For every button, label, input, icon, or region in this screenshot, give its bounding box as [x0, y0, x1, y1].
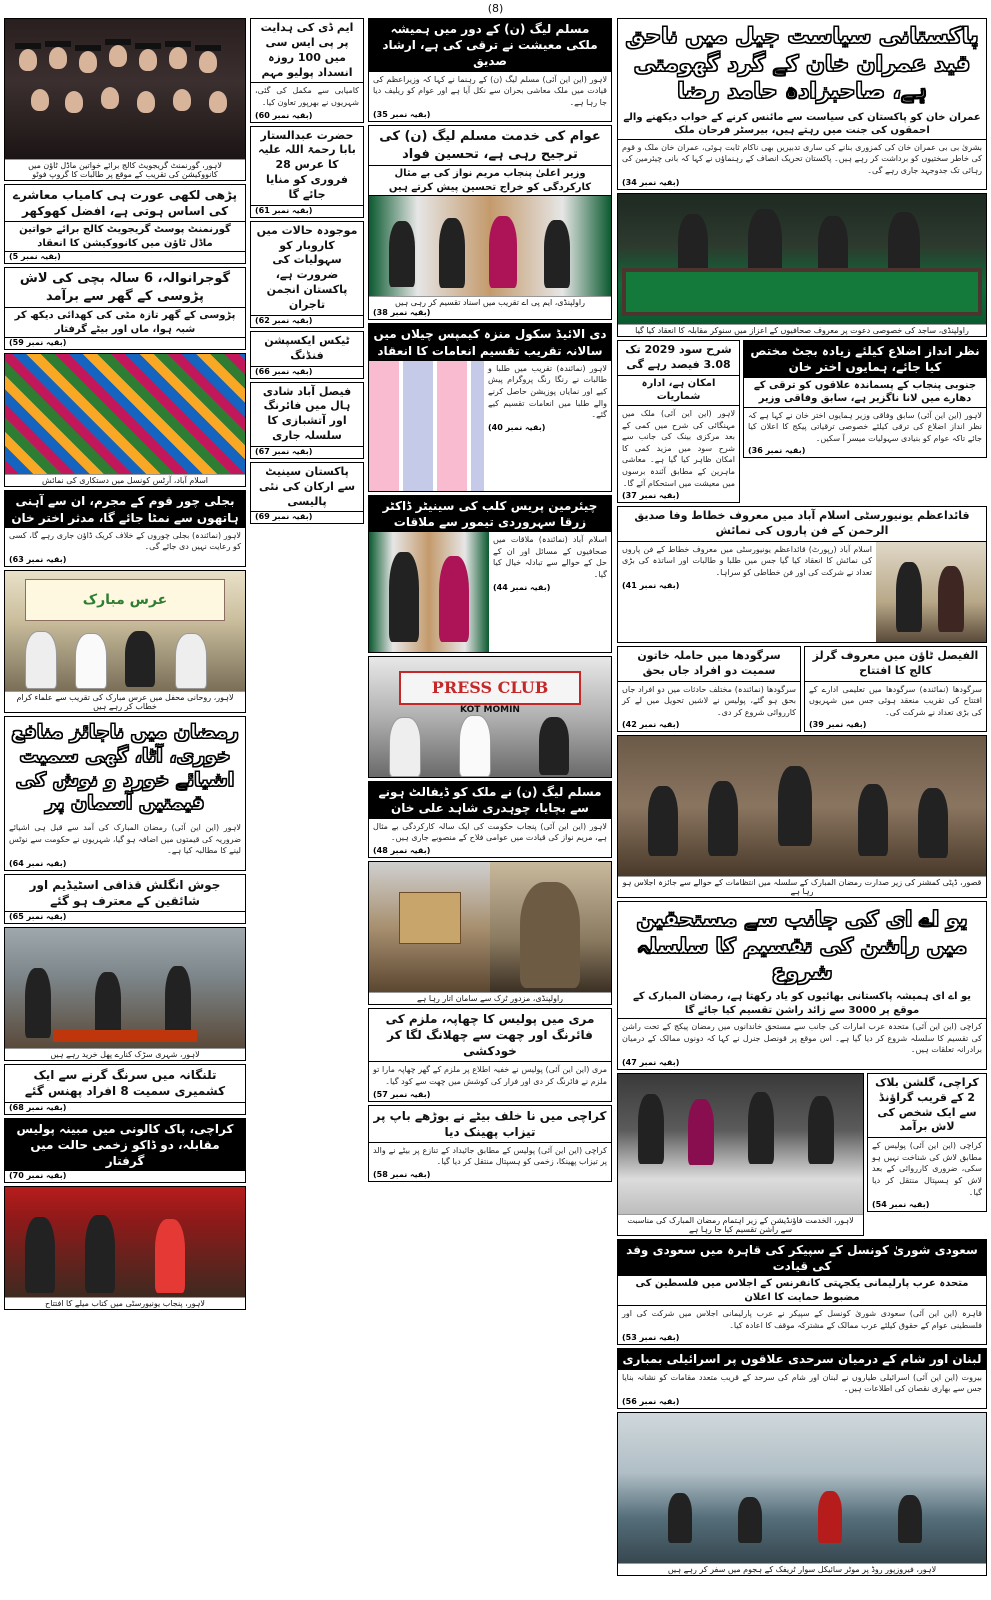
headline: کراچی، گلشن بلاک 2 کے قریب گراؤنڈ سے ایک شخص کی لاش برآمد — [868, 1074, 986, 1138]
article-tehseen — [368, 125, 612, 320]
headline: تلنگانہ میں سرنگ گرنے سے ایک کشمیری سمیت 8 افراد پھنس گئے — [5, 1065, 245, 1102]
photo-caption: قصور، ڈپٹی کمشنر کی زیر صدارت رمضان المبارک کے سلسلہ میں انتظامات کے حوالے سے جائزہ اجلاس ہو رہا ہے — [618, 876, 986, 897]
headline: دی الائیڈ سکول منزہ کیمپس چیلاں میں سالانہ تقریب تقسیم انعامات کا انعقاد — [369, 324, 611, 360]
article-body: لاہور (نمائندہ) بجلی چوروں کے خلاف کریک ڈاؤن جاری رہے گا، کسی کو رعایت نہیں دی جائے گی۔ — [9, 530, 241, 552]
urs-banner: عرس مبارک — [25, 579, 225, 621]
continued-ref: (بقیہ نمبر 40) — [488, 422, 546, 432]
continued-ref: (بقیہ نمبر 42) — [622, 720, 680, 730]
continued-ref: (بقیہ نمبر 63) — [9, 555, 67, 565]
article-body: مری (این این آئی) پولیس نے خفیہ اطلاع پر ملزم کے گھر چھاپہ مارا تو ملزم نے فائرنگ کر دی اور فرار کی کوشش میں چھت سے کود گیا۔ — [373, 1065, 607, 1086]
headline: عوام کی خدمت مسلم لیگ (ن) کی ترجیح رہی ہے، تحسین فواد — [369, 126, 611, 166]
photo — [369, 862, 490, 992]
article-senate — [250, 462, 364, 525]
photo — [5, 354, 245, 474]
article-body: کراچی (این این آئی) پولیس کے مطابق جائیداد کے تنازع پر بیٹے نے والد پر تیزاب پھینکا، زخمی کو ہسپتال منتقل کر دیا گیا۔ — [373, 1145, 607, 1167]
continued-ref: (بقیہ نمبر 70) — [9, 1171, 67, 1181]
continued-ref: (بقیہ نمبر 69) — [255, 512, 313, 522]
article-saudi — [617, 1239, 987, 1346]
photo — [490, 862, 611, 992]
continued-ref: (بقیہ نمبر 41) — [622, 580, 680, 590]
continued-ref: (بقیہ نمبر 39) — [809, 720, 867, 730]
photo — [369, 532, 489, 652]
continued-ref: (بقیہ نمبر 65) — [9, 912, 67, 922]
headline: الفیصل ٹاؤن میں معروف گرلز کالج کا افتتاح — [805, 647, 986, 682]
article-body: کامیابی سے مکمل کی گئی، شہریوں نے بھرپور تعاون کیا۔ — [255, 86, 359, 107]
article-electricity — [4, 490, 246, 567]
photo-press-club — [368, 656, 612, 778]
photo — [5, 1187, 245, 1297]
headline: چیئرمین پریس کلب کی سینیٹر ڈاکٹر زرقا سہروردی تیمور سے ملاقات — [369, 496, 611, 532]
article-lebanon — [617, 1348, 987, 1408]
photo-caption: لاہور، روحانی محفل میں عرس مبارک کی تقریب سے علماء کرام خطاب کر رہے ہیں — [5, 691, 245, 712]
article-telangana — [4, 1064, 246, 1114]
continued-ref: (بقیہ نمبر 47) — [622, 1057, 680, 1067]
photo-caption: راولپنڈی، مزدور ٹرک سے سامان اتار رہا ہے — [369, 992, 611, 1004]
article-uae — [617, 901, 987, 1070]
headline: گوجرانوالہ، 6 سالہ بچی کی لاش پڑوسی کے گھر سے برآمد — [5, 268, 245, 308]
article-body: اسلام آباد (رپورٹ) قائداعظم یونیورسٹی میں معروف خطاط کے فن پاروں کی نمائش کا انعقاد کیا گیا جس میں طلبا و طالبات اور اساتذہ کی بڑی تعداد نے شرکت کی اور فن خطاطی کو سراہا۔ — [622, 544, 872, 577]
article-ramzan-prices — [4, 716, 246, 871]
headline: مسلم لیگ (ن) کے دور میں ہمیشہ ملکی معیشت نے ترقی کی ہے، ارشاد صدیق — [369, 19, 611, 72]
photo — [369, 657, 611, 777]
photo — [618, 1074, 863, 1214]
photo — [618, 736, 986, 876]
photo — [5, 19, 245, 159]
headline: پڑھی لکھی عورت ہی کامیاب معاشرے کی اساس ہوتی ہے، افضل کھوکھر — [5, 185, 245, 222]
article-humayun — [743, 340, 987, 458]
photo-road — [617, 1412, 987, 1576]
headline: پاکستانی سیاست جیل میں ناحق قید عمران خان کے گرد گھومتی ہے، صاحبزادہ حامد رضا — [625, 24, 979, 104]
photo-crafts — [4, 353, 246, 487]
article-khokhar — [4, 184, 246, 264]
photo-caption: لاہور، گورنمنٹ گریجویٹ کالج برائے خواتین ماڈل ٹاؤن میں کانووکیشن کی تقریب کے موقع پر طالبات کا گروپ فوٹو — [5, 159, 245, 180]
column-3 — [250, 18, 364, 527]
continued-ref: (بقیہ نمبر 61) — [255, 205, 313, 215]
photo-snooker — [617, 193, 987, 337]
article-irshad — [368, 18, 612, 122]
continued-ref: (بقیہ نمبر 48) — [373, 845, 431, 855]
article-allied-school — [368, 323, 612, 491]
continued-ref: (بقیہ نمبر 58) — [373, 1170, 431, 1180]
subhead: متحدہ عرب پارلیمانی یکجہتی کانفرنس کے اجلاس میں فلسطین کی مضبوط حمایت کا اعلان — [618, 1276, 986, 1306]
photo-convocation — [4, 18, 246, 181]
photo — [876, 542, 986, 642]
photo-caption: لاہور، الخدمت فاؤنڈیشن کے زیر اہتمام رمضان المبارک کی مناسبت سے راشن تقسیم کیا جا رہا ہے — [618, 1214, 863, 1235]
headline: رمضان میں ناجائز منافع خوری، آٹا، گھی سمیت اشیائے خورد و نوش کی قیمتیں آسمان پر — [11, 721, 239, 815]
article-body: لاہور (این این آئی) سابق وفاقی وزیر ہمایوں اختر خان نے کہا ہے کہ نظر انداز اضلاع کی ترقی کیلئے خصوصی ترقیاتی پیکج کا اعلان کیا جائے تاکہ عوام کو بنیادی سہولیات میسر آ سکیں۔ — [748, 410, 982, 443]
headline: یو اے ای کی جانب سے مستحقین میں راشن کی تقسیم کا سلسلہ شروع — [636, 907, 968, 984]
photo — [369, 196, 611, 296]
press-club-sub: KOT MOMIN — [460, 705, 520, 716]
continued-ref: (بقیہ نمبر 68) — [9, 1102, 67, 1112]
photo-market — [4, 927, 246, 1061]
subhead: وزیر اعلیٰ پنجاب مریم نواز کی بے مثال کارکردگی کو خراج تحسین پیش کرتے ہیں — [369, 166, 611, 196]
headline: کراچی، پاک کالونی میں مبینہ پولیس مقابلہ، دو ڈاکو زخمی حالت میں گرفتار — [5, 1119, 245, 1172]
article-acid — [368, 1105, 612, 1183]
article-urs — [250, 126, 364, 218]
continued-ref: (بقیہ نمبر 57) — [373, 1089, 431, 1099]
headline: شرح سود 2029 تک 3.08 فیصد رہے گی — [618, 341, 739, 376]
photo — [369, 361, 484, 491]
headline: نظر انداز اضلاع کیلئے زیادہ بجٹ مختص کیا جائے، ہمایوں اختر خان — [744, 341, 986, 377]
article-body: کراچی (این این آئی) پولیس کے مطابق لاش کی شناخت نہیں ہو سکی، ضروری کارروائی کے بعد لاش کو ہسپتال منتقل کر دیا گیا۔ — [872, 1141, 982, 1197]
subhead: پڑوسی کے گھر تازہ مٹی کی کھدائی دیکھ کر شبہ ہوا، ماں اور بیٹے گرفتار — [5, 308, 245, 338]
headline: فیصل آباد شادی ہال میں فائرنگ اور آتشبازی کا سلسلہ جاری — [251, 383, 363, 447]
headline: موجودہ حالات میں کاروبار کو سہولیات کی ضرورت ہے، پاکستان انجمن تاجران — [251, 222, 363, 316]
article-gulshan — [867, 1073, 987, 1212]
article-college — [804, 646, 987, 732]
article-body: لاہور (این این آئی) ملک میں مہنگائی کی شرح میں کمی کے بعد مرکزی بینک کی جانب سے شرح سود میں مزید کمی کا امکان ظاہر کیا گیا ہے۔ معاشی ماہرین کے مطابق آئندہ برسوں میں معیشت میں استحکام آئے گا۔ — [622, 408, 735, 488]
page-number: (8) — [487, 2, 504, 15]
article-gujranwala — [4, 267, 246, 350]
headline: بجلی چور قوم کے مجرم، ان سے آہنی ہاتھوں سے نمٹا جائے گا، مدثر اختر خان — [5, 491, 245, 527]
headline: کراچی میں نا خلف بیٹے نے بوڑھے باپ پر تیزاب پھینک دیا — [369, 1106, 611, 1143]
continued-ref: (بقیہ نمبر 5) — [9, 252, 61, 262]
continued-ref: (بقیہ نمبر 35) — [373, 110, 431, 120]
photo-caption: راولپنڈی، ساجد کی خصوصی دعوت پر معروف صحافیوں کے اعزاز میں سنوکر مقابلہ کا انعقاد کیا گیا — [618, 324, 986, 336]
continued-ref: (بقیہ نمبر 54) — [872, 1200, 930, 1210]
article-body: کراچی (این این آئی) متحدہ عرب امارات کی جانب سے مستحق خاندانوں میں رمضان پیکج کے تحت راشن کی تقسیم کا سلسلہ شروع کر دیا گیا ہے۔ اس موقع پر قونصل جنرل نے کہا کہ دونوں ممالک کے درمیان برادرانہ تعلقات ہیں۔ — [622, 1022, 982, 1055]
article-shahid — [368, 781, 612, 858]
article-body: لاہور (این این آئی) پنجاب حکومت کی ایک سالہ کارکردگی بے مثال ہے، مریم نواز کی قیادت میں عوامی فلاح کے منصوبے جاری ہیں۔ — [373, 821, 607, 843]
photo — [618, 1413, 986, 1563]
article-body: بشریٰ بی بی عمران خان کی کمزوری بنانے کی ساری تدبیریں بھی ناکام ثابت ہوئی، عمران خان ملک و قوم کی خاطر سختیوں کو برداشت کر رہے ہیں۔ پاکستان تحریک انصاف کے رہنماؤں نے کہا کہ بانی چیئرمین کی رہائی تک جدوجہد جاری رہے گی۔ — [622, 142, 982, 175]
continued-ref: (بقیہ نمبر 38) — [373, 308, 431, 318]
continued-ref: (بقیہ نمبر 37) — [622, 491, 680, 501]
photo-ration — [617, 1073, 864, 1236]
continued-ref: (بقیہ نمبر 34) — [622, 178, 680, 188]
article-stadium — [4, 874, 246, 924]
article-body: بیروت (این این آئی) اسرائیلی طیاروں نے لبنان اور شام کی سرحد کے قریب متعدد مقامات کو نشانہ بنایا جس سے بھاری نقصان کی اطلاعات ہیں۔ — [622, 1372, 982, 1394]
photo-meeting — [617, 735, 987, 898]
continued-ref: (بقیہ نمبر 62) — [255, 315, 313, 325]
photo — [618, 194, 986, 324]
article-interest-rate — [617, 340, 740, 503]
headline: قائداعظم یونیورسٹی اسلام آباد میں معروف خطاط وفا صدیق الرحمن کے فن پاروں کی نمائش — [618, 507, 986, 542]
photo-urs — [4, 570, 246, 713]
photo-book-fair — [4, 1186, 246, 1310]
article-body: اسلام آباد (نمائندہ) ملاقات میں صحافیوں کے مسائل اور ان کے حل کے حوالے سے تبادلہ خیال کیا گیا۔ — [493, 535, 607, 579]
article-body: لاہور (این این آئی) رمضان المبارک کی آمد سے قبل ہی اشیائے ضروریہ کی قیمتوں میں اضافہ ہو گیا، شہریوں نے حکومت سے نوٹس لینے کا مطالبہ کیا ہے۔ — [9, 823, 241, 856]
continued-ref: (بقیہ نمبر 67) — [255, 446, 313, 456]
subhead: عمران خان کو پاکستان کی سیاست سے مائنس کرنے کے خواب دیکھنے والے احمقوں کی جنت میں رہتے ہیں، بیرسٹر فرحان ملک — [618, 110, 986, 140]
article-tax — [250, 331, 364, 379]
article-body: سرگودھا (نمائندہ) سرگودھا میں تعلیمی ادارے کے افتتاح کی تقریب منعقد ہوئی جس میں شہریوں کی بڑی تعداد نے شرکت کی۔ — [809, 684, 982, 717]
photo-caption: لاہور، فیروزپور روڈ پر موٹر سائیکل سوار ٹریفک کے ہجوم میں سفر کر رہے ہیں — [618, 1563, 986, 1575]
byline: امکان ہے، ادارہ شماریات — [618, 376, 739, 406]
photo-caption: لاہور، پنجاب یونیورسٹی میں کتاب میلے کا افتتاح — [5, 1297, 245, 1309]
headline: ٹیکس ایکسپشن فنڈنگ — [251, 332, 363, 367]
press-club-banner: PRESS CLUB — [399, 671, 581, 705]
article-pti — [617, 18, 987, 190]
headline: ایم ڈی کی ہدایت پر پی ایس سی میں 100 روزہ انسداد پولیو مہم — [251, 19, 363, 83]
photo-truck — [368, 861, 612, 1005]
continued-ref: (بقیہ نمبر 53) — [622, 1333, 680, 1343]
article-body: قاہرہ (این این آئی) سعودی شوریٰ کونسل کے سپیکر نے عرب پارلیمانی اجلاس میں شرکت کی اور فلسطینی عوام کے حقوق کیلئے عرب ممالک کے مشترکہ موقف کا اعادہ کیا۔ — [622, 1309, 982, 1330]
continued-ref: (بقیہ نمبر 56) — [622, 1396, 680, 1406]
article-press-meeting — [368, 495, 612, 653]
subhead: گورنمنٹ پوسٹ گریجویٹ کالج برائے خواتین ماڈل ٹاؤن میں کانووکیشن کا انعقاد — [5, 222, 245, 252]
article-murree — [368, 1008, 612, 1102]
article-body: لاہور (نمائندہ) تقریب میں طلبا و طالبات نے رنگا رنگ پروگرام پیش کیے اور نمایاں پوزیشن حاصل کرنے والے طلبا میں انعامات تقسیم کیے گئے۔ — [488, 363, 607, 420]
headline: مری میں پولیس کا چھاپہ، ملزم کی فائرنگ اور چھت سے چھلانگ لگا کر خودکشی — [369, 1009, 611, 1063]
headline: لبنان اور شام کے درمیان سرحدی علاقوں پر اسرائیلی بمباری — [618, 1349, 986, 1369]
headline: مسلم لیگ (ن) نے ملک کو ڈیفالٹ ہونے سے بچایا، چوہدری شاہد علی خان — [369, 782, 611, 818]
headline: پاکستان سینیٹ سے ارکان کی نئی پالیسی — [251, 463, 363, 513]
article-body: سرگودھا (نمائندہ) مختلف حادثات میں دو افراد جاں بحق ہو گئے، پولیس نے لاشیں تحویل میں لے کر کارروائی شروع کر دی۔ — [622, 684, 796, 717]
headline: حضرت عبدالستار بابا رحمۃ اللہ علیہ کا عرس 28 فروری کو منایا جائے گا — [251, 127, 363, 206]
article-pak-colony — [4, 1118, 246, 1184]
continued-ref: (بقیہ نمبر 64) — [9, 858, 67, 868]
column-4 — [4, 18, 246, 1313]
headline: سعودی شوریٰ کونسل کے سپیکر کی قاہرہ میں سعودی وفد کی قیادت — [618, 1240, 986, 1276]
continued-ref: (بقیہ نمبر 66) — [255, 366, 313, 376]
photo-caption: اسلام آباد، آرٹس کونسل میں دستکاری کی نمائش — [5, 474, 245, 486]
column-1 — [617, 18, 987, 1579]
photo — [5, 571, 245, 691]
article-sargodha — [617, 646, 801, 732]
photo — [5, 928, 245, 1048]
subhead: یو اے ای ہمیشہ پاکستانی بھائیوں کو یاد رکھتا ہے، رمضان المبارک کے موقع پر 3000 سے زائد راشن تقسیم کیا جائے گا — [618, 989, 986, 1019]
article-faisalabad — [250, 382, 364, 459]
article-traders — [250, 221, 364, 328]
subhead: جنوبی پنجاب کے پسماندہ علاقوں کو ترقی کے دھارے میں لانا ناگزیر ہے، سابق وفاقی وزیر — [744, 378, 986, 408]
photo-caption: لاہور، شہری سڑک کنارے پھل خرید رہے ہیں — [5, 1048, 245, 1060]
headline: جوش انگلش قذافی اسٹیڈیم اور شائقین کے معترف ہو گئے — [5, 875, 245, 912]
headline: سرگودھا میں حاملہ خاتون سمیت دو افراد جاں بحق — [618, 647, 800, 682]
continued-ref: (بقیہ نمبر 44) — [493, 582, 551, 592]
column-2 — [368, 18, 612, 1185]
photo-caption: راولپنڈی، ایم پی اے تقریب میں اسناد تقسیم کر رہی ہیں — [369, 296, 611, 308]
continued-ref: (بقیہ نمبر 60) — [255, 110, 313, 120]
continued-ref: (بقیہ نمبر 59) — [9, 338, 67, 348]
article-body: لاہور (این این آئی) مسلم لیگ (ن) کے رہنما نے کہا کہ وزیراعظم کی قیادت میں ملک معاشی بحران سے نکل آیا ہے اور عوام کو ریلیف دیا جا رہا ہے۔ — [373, 74, 607, 107]
continued-ref: (بقیہ نمبر 36) — [748, 446, 806, 456]
article-polio — [250, 18, 364, 123]
article-calligraphy — [617, 506, 987, 643]
